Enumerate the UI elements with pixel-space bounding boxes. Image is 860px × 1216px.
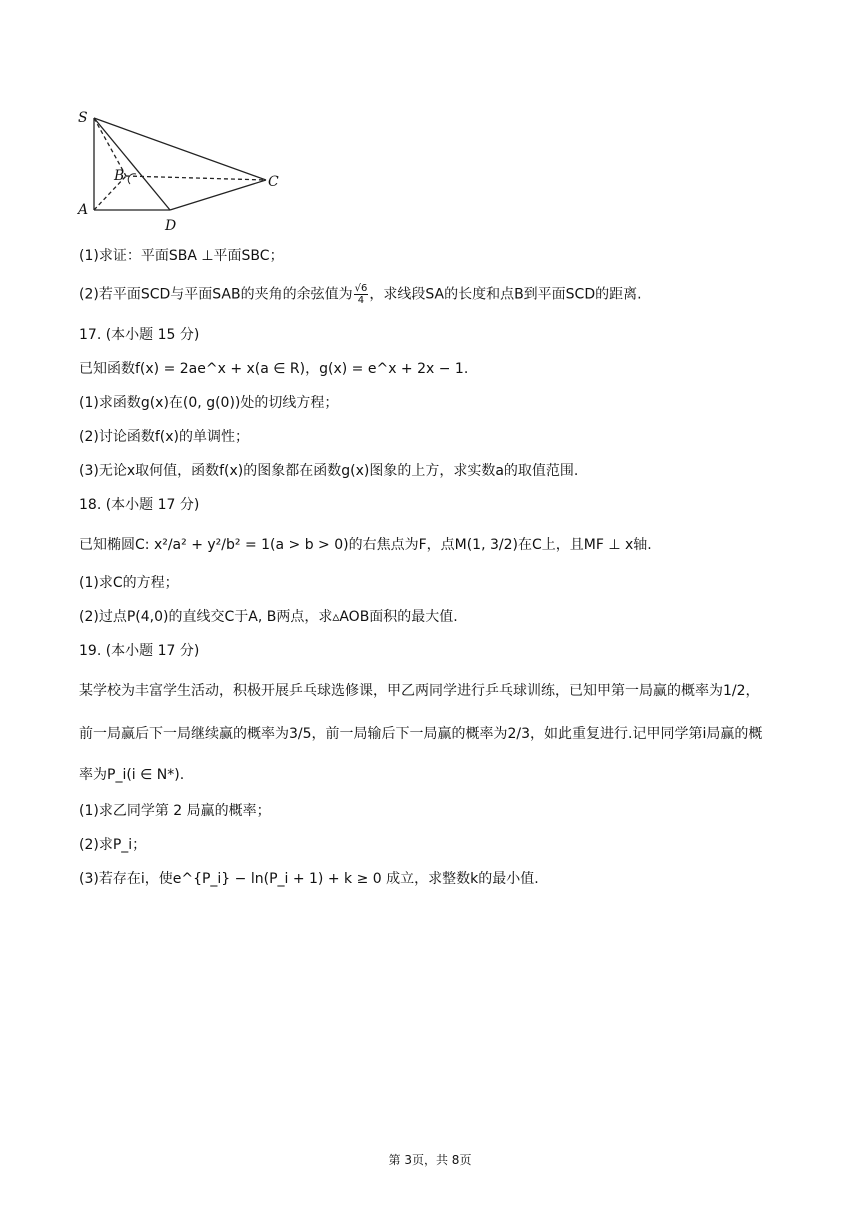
edge-BC [126,176,266,180]
label-S: S [78,110,88,126]
q17-part1: (1)求函数g(x)在(0, g(0))处的切线方程； [79,395,339,411]
q18-part1: (1)求C的方程； [79,575,179,591]
q18-given: 已知椭圆C: x²/a² + y²/b² = 1(a > b > 0)的右焦点为F，点M(1, 3/2)在C上，且MF ⊥ x轴. [79,537,652,553]
q17-header: 17. (本小题 15 分) [79,327,200,343]
label-B: B [114,168,125,184]
q16-frac-num: √6 [354,283,368,294]
right-angle-mark [128,174,136,184]
q17-given: 已知函数f(x) = 2ae^x + x(a ∈ R)，g(x) = e^x + 2x − 1. [79,361,469,377]
q16-part2-text-b: ，求线段SA的长度和点B到平面SCD的距离. [369,286,642,303]
label-C: C [268,174,279,190]
q19-paragraph-line3: 率为P_i(i ∈ N*). [79,767,185,783]
q19-part3: (3)若存在i，使e^{P_i} − ln(P_i + 1) + k ≥ 0 成立，求整数k的最小值. [79,871,539,887]
q16-part2-text-a: (2)若平面SCD与平面SAB的夹角的余弦值为 [79,286,353,303]
q19-header: 19. (本小题 17 分) [79,643,200,659]
q16-cos-fraction [354,283,369,306]
pyramid-figure [70,100,300,240]
q16-part2 [79,283,642,306]
page-footer: 第 3页，共 8页 [388,1153,472,1167]
label-D: D [165,218,177,234]
q18-part2: (2)过点P(4,0)的直线交C于A, B两点，求▵AOB面积的最大值. [79,609,458,625]
q19-paragraph-line1: 某学校为丰富学生活动，积极开展乒乓球选修课，甲乙两同学进行乒乓球训练，已知甲第一局赢的概率为1/2， [79,683,760,699]
q19-part1: (1)求乙同学第 2 局赢的概率； [79,803,271,819]
q17-part3: (3)无论x取何值，函数f(x)的图象都在函数g(x)图象的上方，求实数a的取值范围. [79,463,579,479]
q17-part2: (2)讨论函数f(x)的单调性； [79,429,249,445]
q18-header: 18. (本小题 17 分) [79,497,200,513]
q19-part2: (2)求P_i； [79,837,147,853]
q16-frac-den: 4 [357,295,365,306]
edge-DC [170,180,266,210]
q19-paragraph-line2: 前一局赢后下一局继续赢的概率为3/5，前一局输后下一局赢的概率为2/3，如此重复进行.记甲同学第i局赢的概 [79,726,763,742]
label-A: A [78,202,89,218]
q16-part1: (1)求证：平面SBA ⊥平面SBC； [79,248,284,264]
